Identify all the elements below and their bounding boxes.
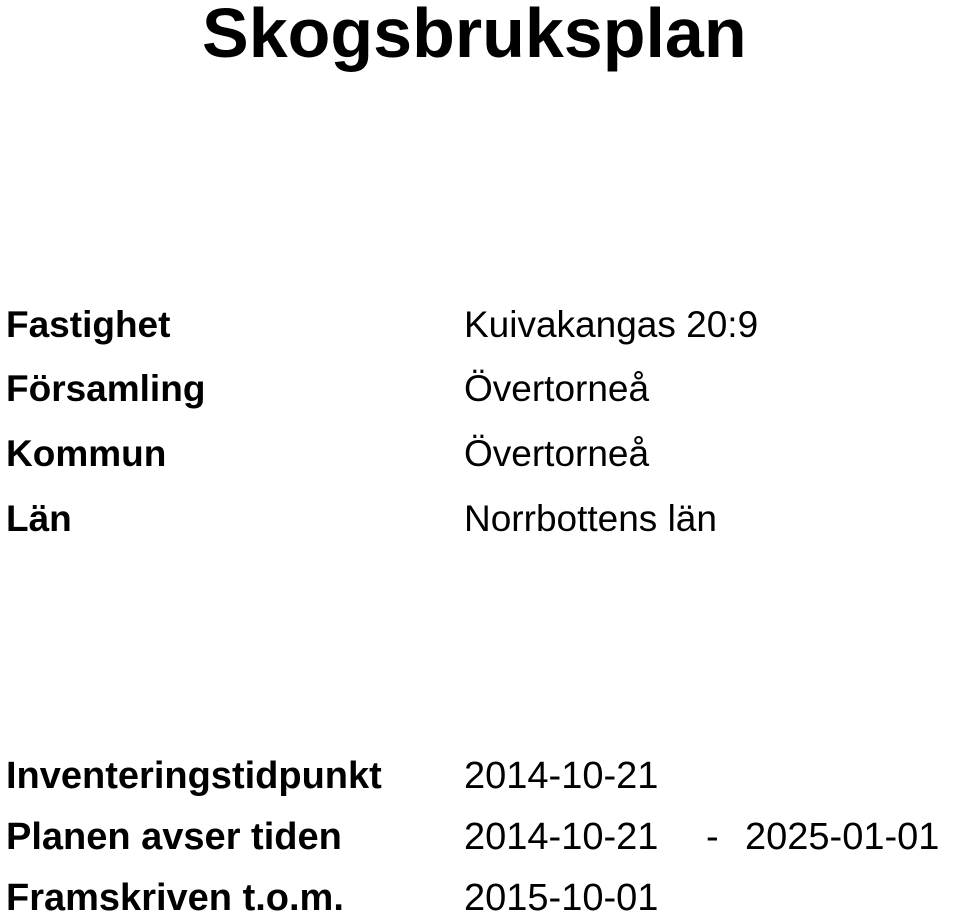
document-title: Skogsbruksplan (202, 0, 747, 72)
property-row-forsamling (0, 366, 960, 412)
lan-value: Norrbottens län (464, 498, 717, 539)
inventering-label: Inventeringstidpunkt (6, 755, 382, 797)
period-separator: - (706, 816, 719, 858)
period-start-value: 2014-10-21 (464, 816, 659, 858)
period-label: Planen avser tiden (6, 816, 342, 858)
fastighet-value: Kuivakangas 20:9 (464, 304, 759, 345)
property-row-lan (0, 496, 960, 542)
forsamling-value: Övertorneå (464, 368, 650, 409)
fastighet-label: Fastighet (6, 304, 171, 345)
plan-row-framskriven (0, 875, 960, 921)
property-row-kommun (0, 431, 960, 477)
forsamling-label: Församling (6, 368, 206, 409)
property-row-fastighet (0, 302, 960, 348)
framskriven-label: Framskriven t.o.m. (6, 877, 344, 919)
kommun-label: Kommun (6, 433, 167, 474)
period-end-value: 2025-01-01 (745, 816, 940, 858)
plan-row-period (0, 814, 960, 860)
plan-row-inventering (0, 753, 960, 799)
lan-label: Län (6, 498, 72, 539)
kommun-value: Övertorneå (464, 433, 650, 474)
framskriven-value: 2015-10-01 (464, 877, 659, 919)
inventering-value: 2014-10-21 (464, 755, 659, 797)
